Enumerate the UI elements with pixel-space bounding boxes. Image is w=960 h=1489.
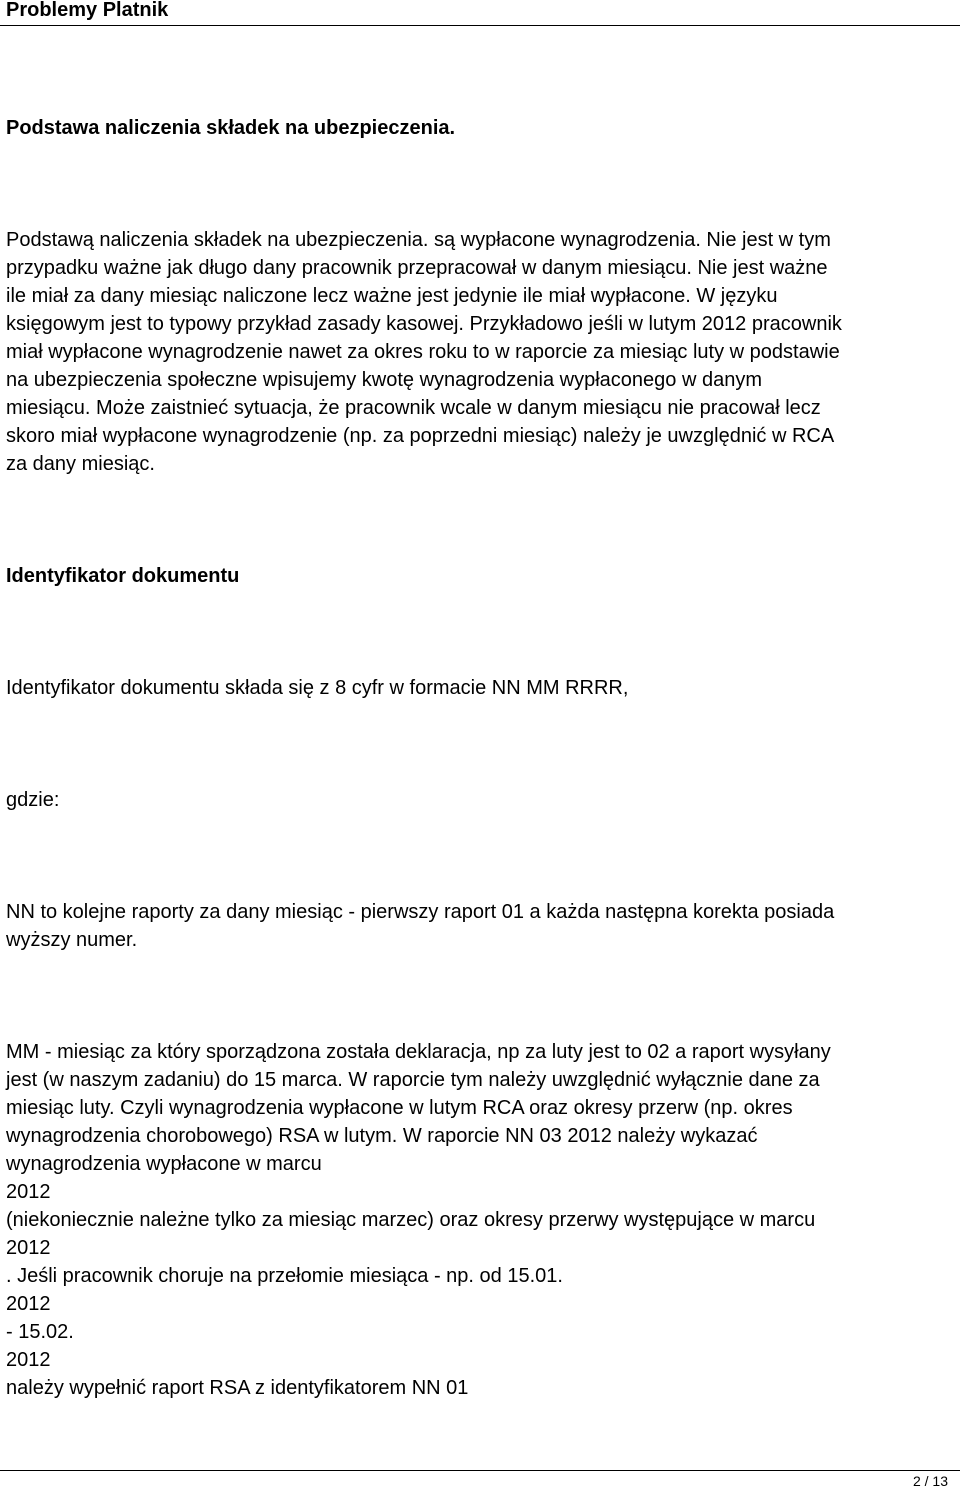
footer-divider <box>0 1470 960 1471</box>
paragraph-line: 2012 <box>6 1349 51 1371</box>
section-heading-document-identifier: Identyfikator dokumentu <box>6 565 240 587</box>
paragraph-line: wynagrodzenia chorobowego) RSA w lutym. W raporcie NN 03 2012 należy wykazać <box>6 1125 758 1147</box>
paragraph-line: miał wypłacone wynagrodzenie nawet za okres roku to w raporcie za miesiąc luty w podstawie <box>6 341 840 363</box>
paragraph-line: miesiąc luty. Czyli wynagrodzenia wypłacone w lutym RCA oraz okresy przerw (np. okres <box>6 1097 793 1119</box>
paragraph-line: księgowym jest to typowy przykład zasady kasowej. Przykładowo jeśli w lutym 2012 pracownik <box>6 313 842 335</box>
paragraph-line: NN to kolejne raporty za dany miesiąc - pierwszy raport 01 a każda następna korekta posiada <box>6 901 835 923</box>
document-header-title: Problemy Platnik <box>6 0 169 21</box>
paragraph-identifier-intro: Identyfikator dokumentu składa się z 8 cyfr w formacie NN MM RRRR, <box>6 677 629 699</box>
paragraph-where: gdzie: <box>6 789 60 811</box>
paragraph-line: przypadku ważne jak długo dany pracownik przepracował w danym miesiącu. Nie jest ważne <box>6 257 828 279</box>
paragraph-line: 2012 <box>6 1293 51 1315</box>
header-divider <box>0 25 960 26</box>
paragraph-line: miesiącu. Może zaistnieć sytuacja, że pracownik wcale w danym miesiącu nie pracował lecz <box>6 397 821 419</box>
paragraph-line: na ubezpieczenia społeczne wpisujemy kwotę wynagrodzenia wypłaconego w danym <box>6 369 762 391</box>
paragraph-line: MM - miesiąc za który sporządzona została deklaracja, np za luty jest to 02 a raport wysyłany <box>6 1041 831 1063</box>
paragraph-line: ile miał za dany miesiąc naliczone lecz ważne jest jedynie ile miał wypłacone. W języku <box>6 285 778 307</box>
paragraph-line: 2012 <box>6 1181 51 1203</box>
paragraph-line: - 15.02. <box>6 1321 74 1343</box>
paragraph-line: . Jeśli pracownik choruje na przełomie miesiąca - np. od 15.01. <box>6 1265 563 1287</box>
paragraph-line: Podstawą naliczenia składek na ubezpieczenia. są wypłacone wynagrodzenia. Nie jest w tym <box>6 229 831 251</box>
paragraph-line: jest (w naszym zadaniu) do 15 marca. W raporcie tym należy uwzględnić wyłącznie dane za <box>6 1069 820 1091</box>
paragraph-line: skoro miał wypłacone wynagrodzenie (np. za poprzedni miesiąc) należy je uwzględnić w RCA <box>6 425 835 447</box>
paragraph-line: za dany miesiąc. <box>6 453 155 475</box>
paragraph-contribution-base <box>6 226 954 478</box>
page-number: 2 / 13 <box>912 1473 948 1489</box>
paragraph-nn-definition <box>6 898 954 954</box>
paragraph-line: wyższy numer. <box>6 929 138 951</box>
paragraph-line: 2012 <box>6 1237 51 1259</box>
paragraph-mm-definition <box>6 1038 954 1402</box>
paragraph-line: wynagrodzenia wypłacone w marcu <box>6 1153 322 1175</box>
paragraph-line: należy wypełnić raport RSA z identyfikatorem NN 01 <box>6 1377 469 1399</box>
paragraph-line: (niekoniecznie należne tylko za miesiąc marzec) oraz okresy przerwy występujące w marcu <box>6 1209 816 1231</box>
section-heading-contribution-base: Podstawa naliczenia składek na ubezpieczenia. <box>6 117 456 139</box>
